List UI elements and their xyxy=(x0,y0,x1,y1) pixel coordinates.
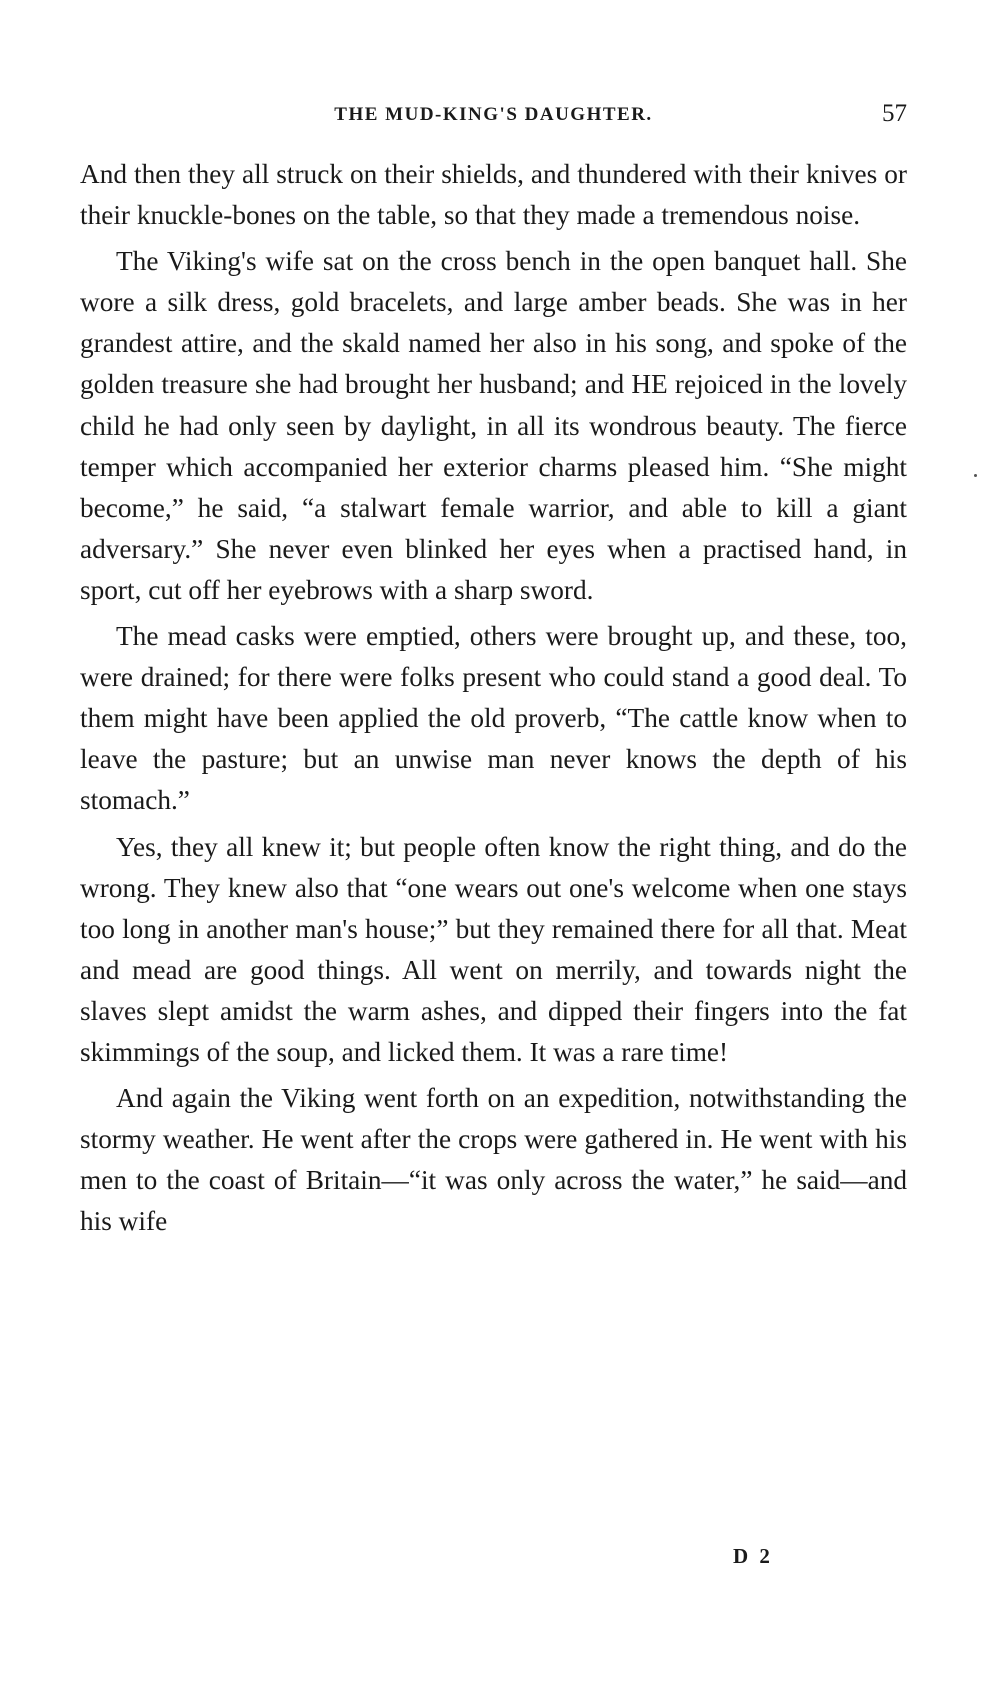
page-number: 57 xyxy=(882,100,907,127)
body-text xyxy=(80,154,907,1247)
page-header xyxy=(80,100,907,134)
paragraph: The Viking's wife sat on the cross bench in the open banquet hall. She wore a silk dress, gold bracelets, and large amber beads. She was in her grandest attire, and the skald named her also in his song, and spoke of the golden treasure she had brought her husband; and HE rejoiced in the lovely child he had only seen by daylight, in all its wondrous beauty. The fierce temper which accompanied her exterior charms pleased him. “She might become,” he said, “a stalwart female warrior, and able to kill a giant adversary.” She never even blinked her eyes when a practised hand, in sport, cut off her eyebrows with a sharp sword. xyxy=(80,246,907,605)
running-head: THE MUD-KING'S DAUGHTER. xyxy=(334,104,653,125)
paragraph: And again the Viking went forth on an expedition, notwithstanding the stormy weather. He went after the crops were gathered in. He went with his men to the coast of Britain—“it was only across the water,” he said—and his wife xyxy=(80,1083,907,1237)
signature-mark: D 2 xyxy=(733,1544,773,1568)
paragraph: The mead casks were emptied, others were brought up, and these, too, were drained; for there were folks present who could stand a good deal. To them might have been applied the old proverb, “The cattle know when to leave the pasture; but an unwise man never knows the depth of his stomach.” xyxy=(80,621,907,816)
paragraph: Yes, they all knew it; but people often know the right thing, and do the wrong. They knew also that “one wears out one's welcome when one stays too long in another man's house;” but they remained there for all that. Meat and mead are good things. All went on merrily, and towards night the slaves slept amidst the warm ashes, and dipped their fingers into the fat skimmings of the soup, and licked them. It was a rare time! xyxy=(80,831,907,1067)
paragraph: And then they all struck on their shields, and thundered with their knives or their knuckle-bones on the table, so that they made a tremendous noise. xyxy=(80,159,907,231)
paper-speck xyxy=(974,474,977,477)
